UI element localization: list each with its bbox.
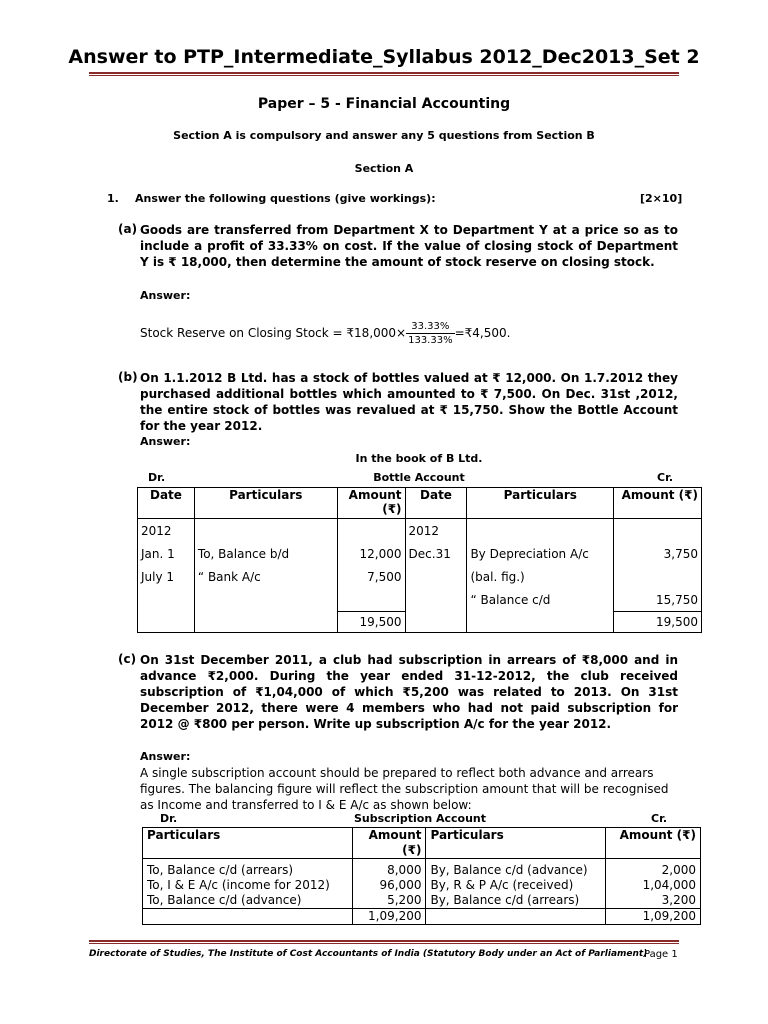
subscription-dr-label: Dr. [160, 812, 178, 825]
cell [194, 588, 337, 612]
cell [426, 909, 606, 925]
total-amount: 19,500 [614, 612, 702, 633]
cell [194, 612, 337, 633]
cell: To, Balance c/d (advance) [143, 893, 353, 909]
cell: 96,000 [352, 878, 426, 893]
cell: 2012 [405, 519, 467, 543]
cell: To, I & E A/c (income for 2012) [143, 878, 353, 893]
part-c-question: On 31st December 2011, a club had subscription in arrears of ₹8,000 and in advance ₹2,000. During the year ended 31-12-2012, the club received subscription of ₹1,04,000 of which ₹5,200 was related to 2013. On 31st December 2012, there were 4 members who had not paid subscription for 2012 @ ₹800 per person. Write up subscription A/c for the year 2012. [140, 653, 678, 731]
cell: (bal. fig.) [467, 565, 614, 588]
col-header-amount: Amount (₹) [337, 488, 405, 519]
table-row [138, 542, 702, 565]
cell: Jan. 1 [138, 542, 195, 565]
part-a-answer-label: Answer: [140, 289, 191, 302]
header-rule [89, 72, 679, 76]
cell: 8,000 [352, 859, 426, 879]
subscription-account-title: Subscription Account [353, 812, 487, 825]
col-header-date: Date [138, 488, 195, 519]
cell [143, 909, 353, 925]
formula-prefix: Stock Reserve on Closing Stock = ₹18,000× [140, 326, 407, 340]
subscription-account-table [142, 827, 701, 925]
cell: “ Balance c/d [467, 588, 614, 612]
cell [194, 519, 337, 543]
cell [467, 519, 614, 543]
cell: By, R & P A/c (received) [426, 878, 606, 893]
cell: 3,750 [614, 542, 702, 565]
page-number: Page 1 [644, 949, 678, 960]
table-row [138, 565, 702, 588]
table-row [138, 519, 702, 543]
col-header-particulars: Particulars [426, 828, 606, 859]
cell [337, 519, 405, 543]
cell [405, 612, 467, 633]
total-amount: 1,09,200 [606, 909, 701, 925]
table-row [143, 859, 701, 879]
fraction-numerator: 33.33% [406, 320, 455, 334]
cell: July 1 [138, 565, 195, 588]
question-number: 1. [107, 192, 119, 205]
cell [405, 565, 467, 588]
question-marks: [2×10] [640, 192, 683, 205]
bottle-account-table [137, 487, 702, 633]
table-row [143, 893, 701, 909]
col-header-particulars: Particulars [143, 828, 353, 859]
cell: 3,200 [606, 893, 701, 909]
bottle-account-title: Bottle Account [373, 471, 465, 484]
table-row [143, 878, 701, 893]
part-c-answer-label: Answer: [140, 750, 191, 763]
section-heading: Section A [354, 162, 414, 175]
col-header-amount: Amount (₹) [606, 828, 701, 859]
footer-text: Directorate of Studies, The Institute of Cost Accountants of India (Statutory Body under an Act of Parliament) [89, 949, 648, 959]
cell [614, 565, 702, 588]
cell: By, Balance c/d (arrears) [426, 893, 606, 909]
col-header-amount: Amount (₹) [352, 828, 426, 859]
part-b-label: (b) [118, 370, 138, 384]
part-a-label: (a) [118, 222, 138, 236]
cell: By, Balance c/d (advance) [426, 859, 606, 879]
cell: 5,200 [352, 893, 426, 909]
cell [337, 588, 405, 612]
part-c-label: (c) [118, 652, 137, 666]
page-header-title: Answer to PTP_Intermediate_Syllabus 2012_Dec2013_Set 2 [68, 46, 700, 68]
table-row [138, 588, 702, 612]
cell: Dec.31 [405, 542, 467, 565]
cell [138, 612, 195, 633]
col-header-date: Date [405, 488, 467, 519]
cell: 2012 [138, 519, 195, 543]
question-text: Answer the following questions (give workings): [135, 192, 436, 205]
table-total-row [138, 612, 702, 633]
cell: 7,500 [337, 565, 405, 588]
total-amount: 1,09,200 [352, 909, 426, 925]
book-heading: In the book of B Ltd. [355, 452, 483, 465]
fraction-denominator: 133.33% [408, 335, 453, 346]
cell: By Depreciation A/c [467, 542, 614, 565]
col-header-particulars: Particulars [467, 488, 614, 519]
col-header-particulars: Particulars [194, 488, 337, 519]
formula-result: =₹4,500. [454, 326, 511, 340]
cell: 2,000 [606, 859, 701, 879]
cell [405, 588, 467, 612]
part-b-answer-label: Answer: [140, 435, 191, 448]
part-a-question: Goods are transferred from Department X to Department Y at a price so as to include a profit of 33.33% on cost. If the value of closing stock of Department Y is ₹ 18,000, then determine the amount of stock reserve on closing stock. [140, 223, 678, 269]
formula-fraction [406, 320, 455, 347]
cell: To, Balance b/d [194, 542, 337, 565]
footer-rule [89, 940, 679, 944]
total-amount: 19,500 [337, 612, 405, 633]
cell: “ Bank A/c [194, 565, 337, 588]
part-b-question: On 1.1.2012 B Ltd. has a stock of bottles valued at ₹ 12,000. On 1.7.2012 they purchased additional bottles which amounted to ₹ 7,500. On Dec. 31st ,2012, the entire stock of bottles was revalued at ₹ 15,750. Show the Bottle Account for the year 2012. [140, 371, 678, 433]
cell: 1,04,000 [606, 878, 701, 893]
instruction-text: Section A is compulsory and answer any 5 questions from Section B [173, 129, 595, 142]
cell [138, 588, 195, 612]
part-c-explanation: A single subscription account should be prepared to reflect both advance and arrears figures. The balancing figure will reflect the subscription amount that will be recognised as Income and transferred to I & E A/c as shown below: [140, 766, 669, 812]
part-a-formula [140, 320, 510, 347]
cell [467, 612, 614, 633]
subscription-cr-label: Cr. [651, 812, 668, 825]
table-total-row [143, 909, 701, 925]
cell: 15,750 [614, 588, 702, 612]
bottle-dr-label: Dr. [148, 471, 166, 484]
bottle-cr-label: Cr. [657, 471, 674, 484]
cell [614, 519, 702, 543]
paper-title: Paper – 5 - Financial Accounting [257, 96, 511, 112]
col-header-amount: Amount (₹) [614, 488, 702, 519]
cell: To, Balance c/d (arrears) [143, 859, 353, 879]
cell: 12,000 [337, 542, 405, 565]
